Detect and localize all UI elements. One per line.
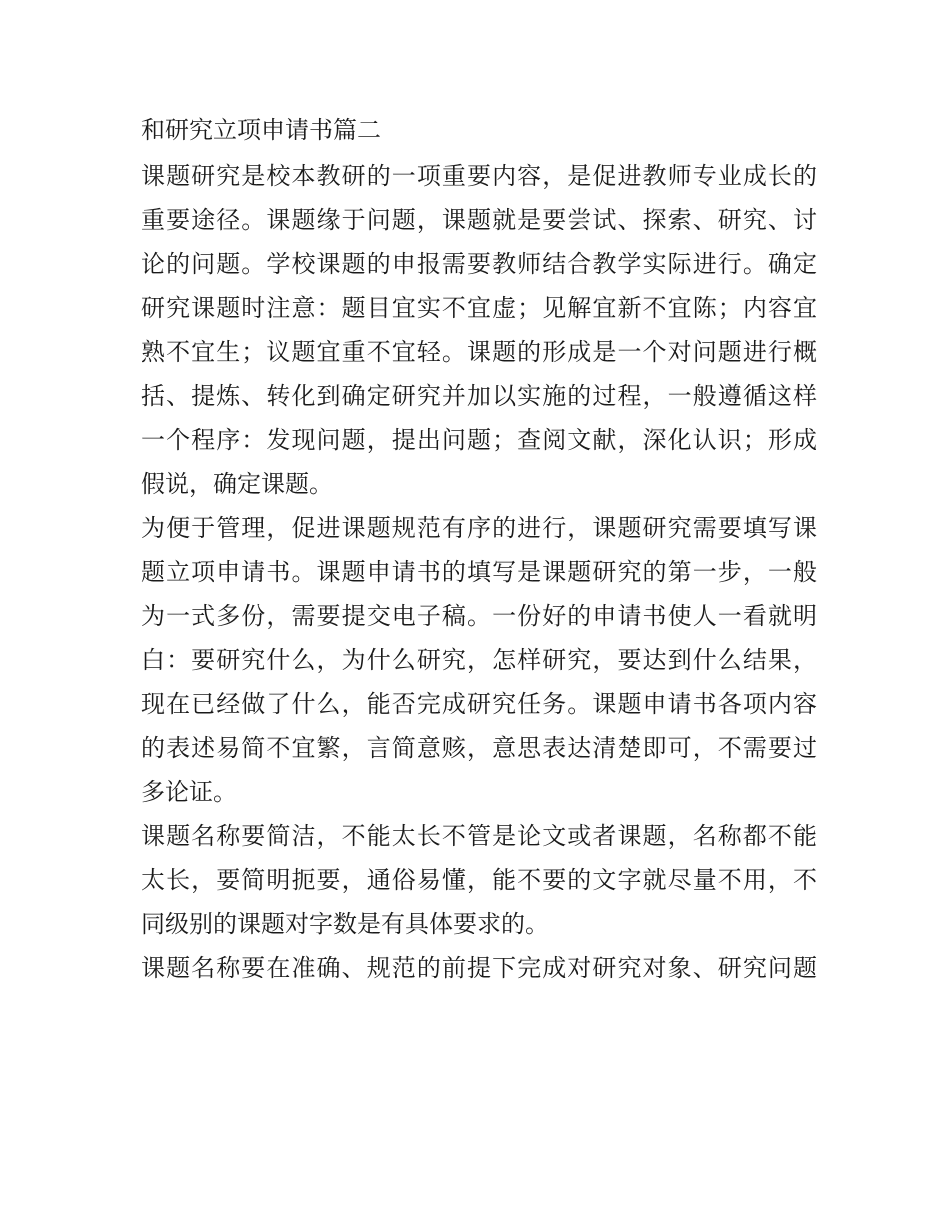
paragraph-line: 为便于管理，促进课题规范有序的进行，课题研究需要填写课 bbox=[141, 514, 817, 542]
paragraph-line: 括、提炼、转化到确定研究并加以实施的过程，一般遵循这样 bbox=[141, 382, 817, 410]
paragraph-line: 现在已经做了什么，能否完成研究任务。课题申请书各项内容 bbox=[141, 690, 817, 718]
paragraph-line: 研究课题时注意：题目宜实不宜虚；见解宜新不宜陈；内容宜 bbox=[141, 294, 817, 322]
paragraph-line: 为一式多份，需要提交电子稿。一份好的申请书使人一看就明 bbox=[141, 602, 817, 630]
paragraph-line: 论的问题。学校课题的申报需要教师结合教学实际进行。确定 bbox=[141, 250, 817, 278]
paragraph-line: 课题名称要在准确、规范的前提下完成对研究对象、研究问题 bbox=[141, 954, 817, 982]
paragraph-line: 课题研究是校本教研的一项重要内容，是促进教师专业成长的 bbox=[141, 162, 817, 190]
paragraph-line: 题立项申请书。课题申请书的填写是课题研究的第一步，一般 bbox=[141, 558, 817, 586]
paragraph-line: 太长，要简明扼要，通俗易懂，能不要的文字就尽量不用，不 bbox=[141, 866, 817, 894]
paragraph-line: 课题名称要简洁，不能太长不管是论文或者课题，名称都不能 bbox=[141, 822, 817, 850]
paragraph-4 bbox=[141, 946, 817, 990]
paragraph-line: 重要途径。课题缘于问题，课题就是要尝试、探索、研究、讨 bbox=[141, 206, 817, 234]
document-heading: 和研究立项申请书篇二 bbox=[141, 116, 381, 144]
paragraph-line: 的表述易简不宜繁，言简意赅，意思表达清楚即可，不需要过 bbox=[141, 734, 817, 762]
paragraph-line: 同级别的课题对字数是有具体要求的。 bbox=[141, 910, 549, 938]
paragraph-1 bbox=[141, 154, 817, 506]
paragraph-line: 假说，确定课题。 bbox=[141, 470, 333, 498]
paragraph-3 bbox=[141, 814, 817, 946]
paragraph-line: 白：要研究什么，为什么研究，怎样研究，要达到什么结果， bbox=[141, 646, 817, 674]
paragraph-line: 一个程序：发现问题，提出问题；查阅文献，深化认识；形成 bbox=[141, 426, 817, 454]
document-body bbox=[141, 110, 817, 990]
paragraph-line: 熟不宜生；议题宜重不宜轻。课题的形成是一个对问题进行概 bbox=[141, 338, 817, 366]
paragraph-line: 多论证。 bbox=[141, 778, 237, 806]
paragraph-2 bbox=[141, 506, 817, 814]
